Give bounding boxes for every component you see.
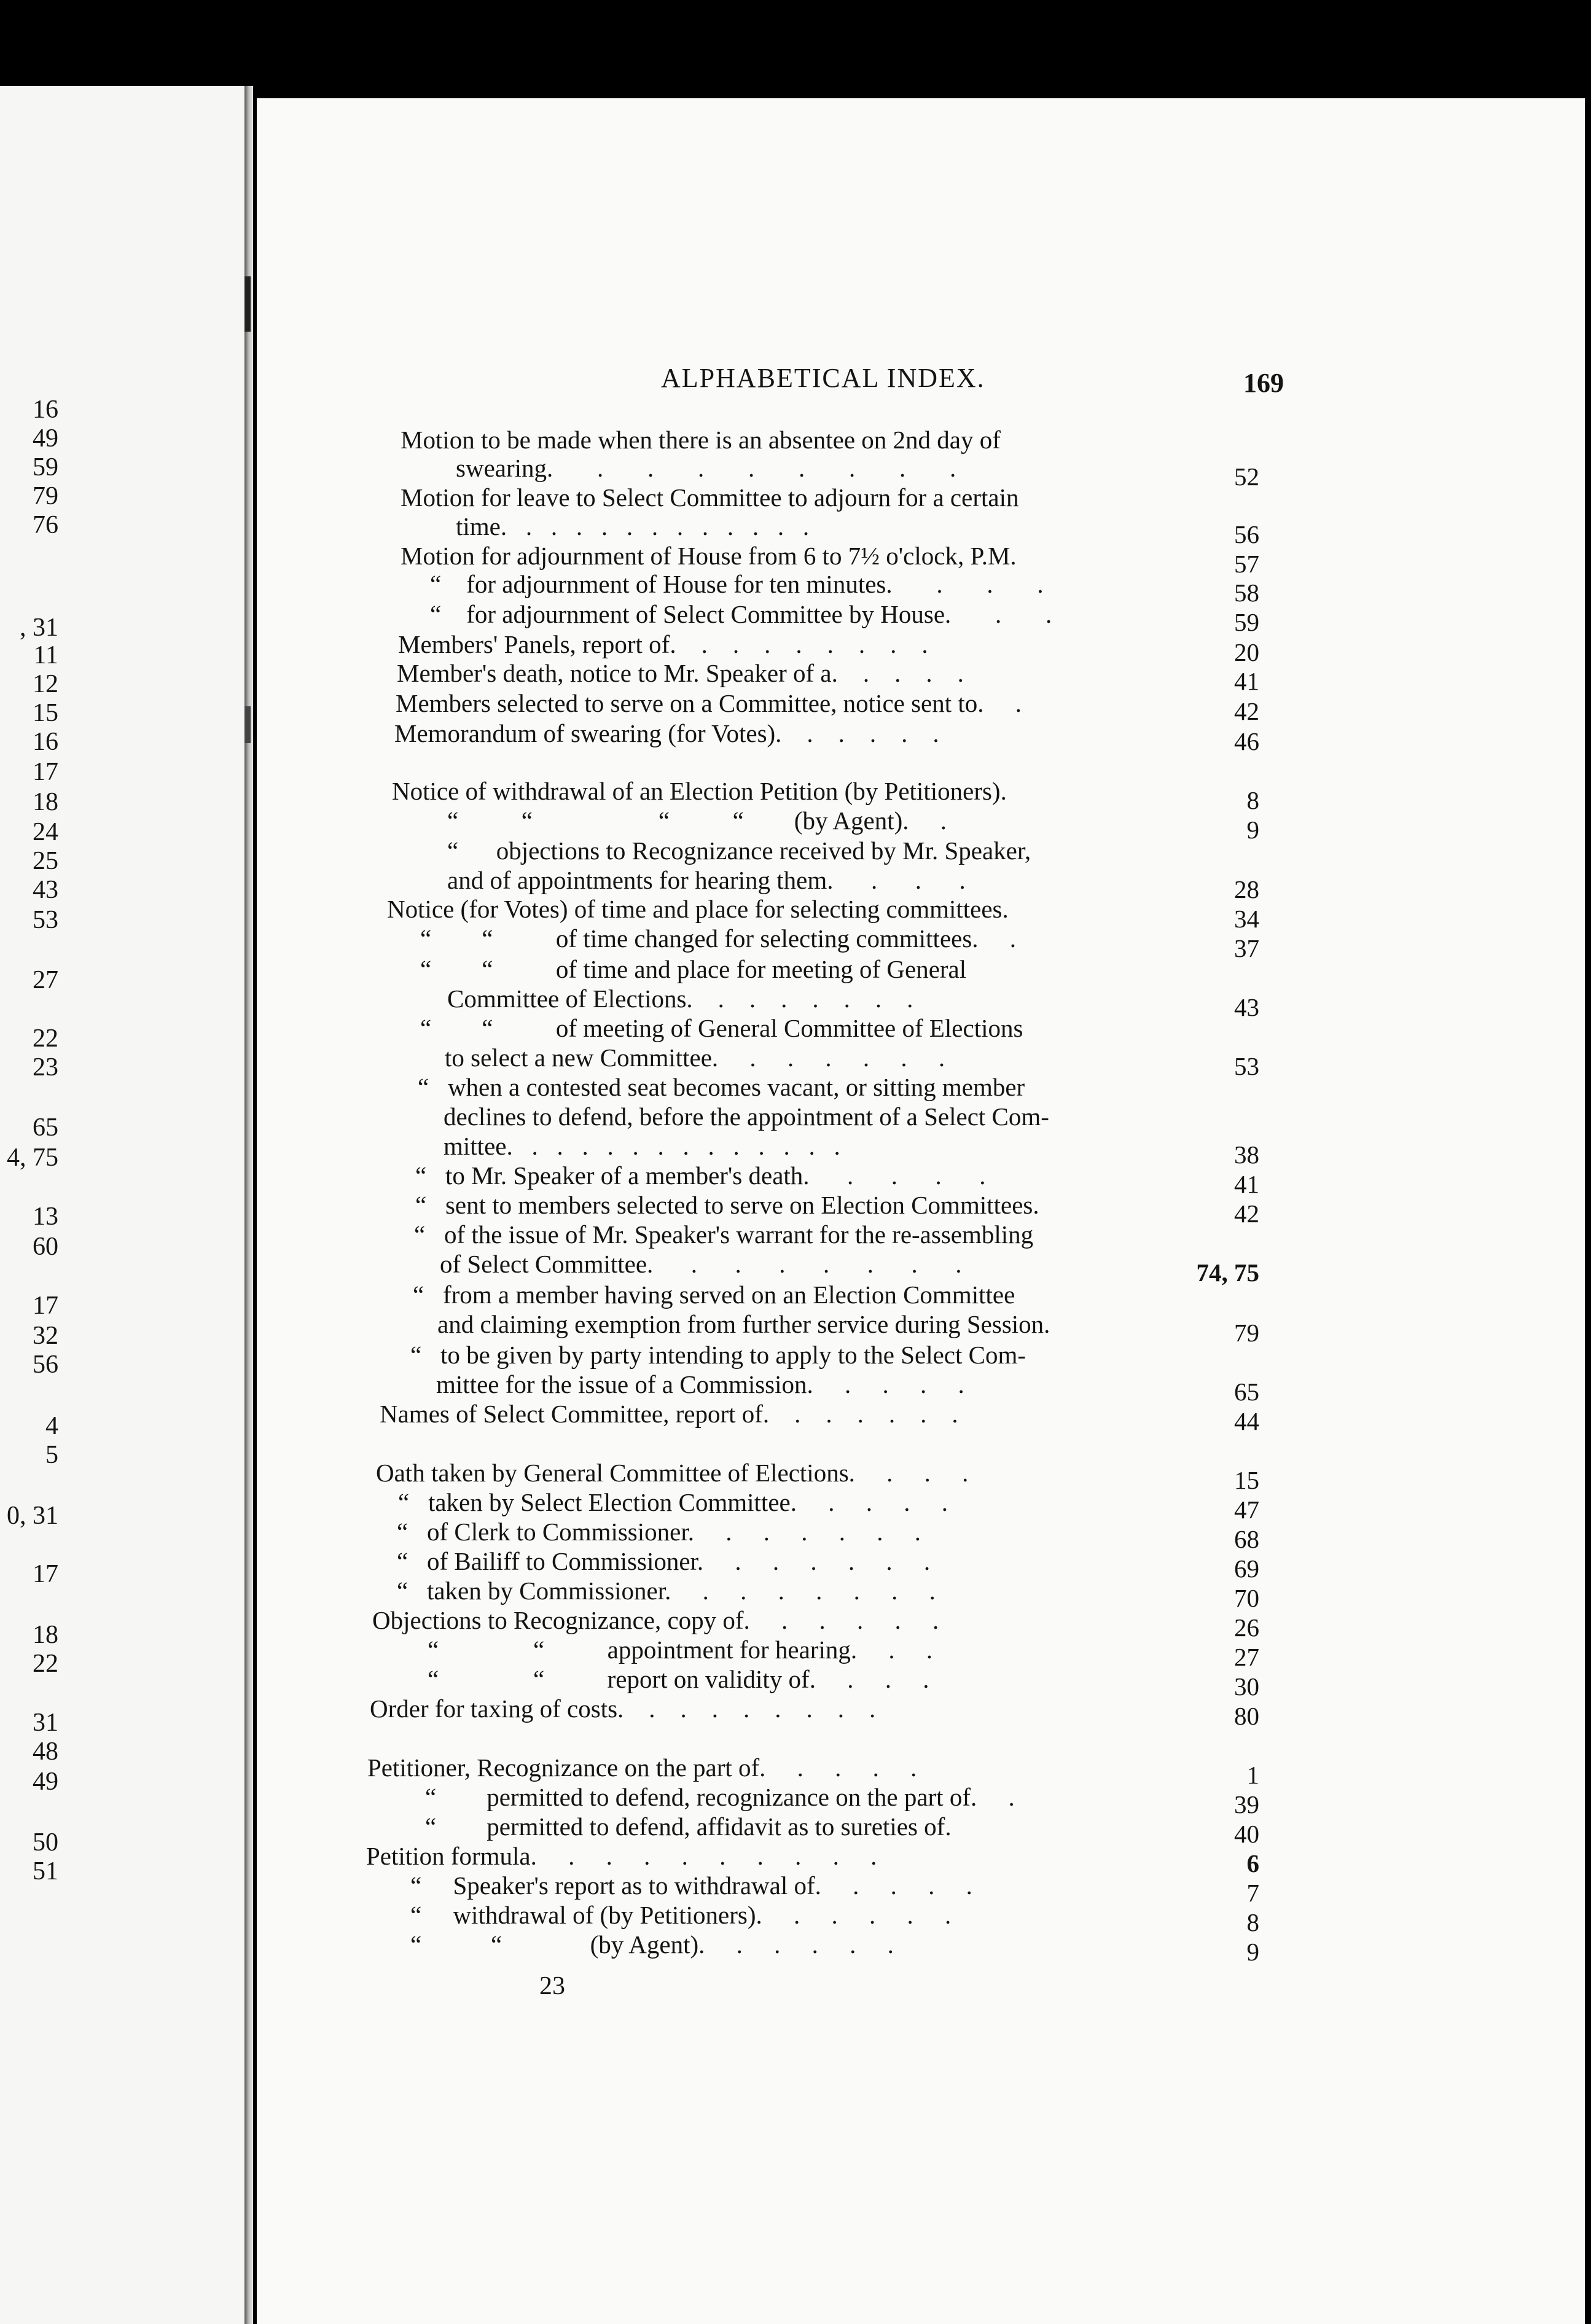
page-reference: 68 <box>1234 1525 1259 1553</box>
index-entry: to select a new Committee. . . . . . . <box>445 1043 945 1072</box>
page-reference: 56 <box>1234 520 1259 548</box>
page-reference: 28 <box>1234 875 1259 903</box>
page-reference: 37 <box>1234 934 1259 962</box>
index-entry: “ “ of time and place for meeting of General <box>420 955 967 983</box>
index-entry: Motion for leave to Select Committee to adjourn for a certain <box>401 483 1019 512</box>
left-page-number: 17 <box>33 1292 58 1320</box>
spine-mark <box>244 276 251 332</box>
index-entry: and claiming exemption from further service during Session. <box>437 1310 1050 1338</box>
page-reference: 59 <box>1234 608 1259 636</box>
left-page-number: 56 <box>33 1351 58 1379</box>
index-entry: Petition formula. . . . . . . . . . <box>366 1842 877 1870</box>
page-reference: 74, 75 <box>1196 1258 1259 1287</box>
index-entry: “ “ “ “ (by Agent). . <box>447 806 947 835</box>
index-entry: “ taken by Commissioner. . . . . . . . <box>397 1577 936 1605</box>
left-page-number: 51 <box>33 1857 58 1885</box>
page-reference: 8 <box>1246 786 1259 814</box>
left-page-number: 4 <box>45 1412 58 1440</box>
page-reference: 57 <box>1234 550 1259 578</box>
left-page-number: 24 <box>33 818 58 846</box>
left-page-number: 16 <box>33 728 58 756</box>
left-page-number: 50 <box>33 1828 58 1857</box>
page-reference: 6 <box>1246 1849 1259 1878</box>
index-entry: and of appointments for hearing them. . . . <box>447 866 966 894</box>
index-entry: “ withdrawal of (by Petitioners). . . . . . <box>410 1901 952 1929</box>
index-entry: Member's death, notice to Mr. Speaker of a. . . . . <box>397 659 964 687</box>
left-page-number: 32 <box>33 1322 58 1350</box>
spine-mark <box>244 706 251 743</box>
index-entry: “ permitted to defend, recognizance on the part of. . <box>425 1783 1015 1811</box>
page-reference: 9 <box>1246 1938 1259 1966</box>
index-entry: “ for adjournment of House for ten minutes. . . . <box>430 570 1044 598</box>
index-entry: Members' Panels, report of. . . . . . . . . <box>398 630 928 658</box>
index-entry: “ sent to members selected to serve on Election Committees. <box>415 1191 1039 1219</box>
page-reference: 47 <box>1234 1495 1259 1524</box>
index-entry: “ objections to Recognizance received by Mr. Speaker, <box>447 836 1031 865</box>
page-reference: 30 <box>1234 1672 1259 1701</box>
index-entry: Notice of withdrawal of an Election Petition (by Petitioners). <box>392 777 1007 805</box>
index-entry: Motion for adjournment of House from 6 to 7½ o'clock, P.M. <box>401 542 1017 570</box>
index-entry: Oath taken by General Committee of Elections. . . . <box>376 1459 969 1487</box>
page-reference: 39 <box>1234 1790 1259 1819</box>
index-entry: Names of Select Committee, report of. . . . . . . <box>380 1400 958 1428</box>
index-entry: “ of the issue of Mr. Speaker's warrant for the re-assembling <box>414 1220 1034 1249</box>
left-page-number: 5 <box>45 1441 58 1469</box>
index-entry: Petitioner, Recognizance on the part of. . . . . <box>367 1753 917 1782</box>
page-reference: 15 <box>1234 1466 1259 1494</box>
left-page-number: 18 <box>33 788 58 816</box>
page-reference: 27 <box>1234 1643 1259 1671</box>
left-page-number: 49 <box>33 1768 58 1796</box>
page-reference: 42 <box>1234 1199 1259 1228</box>
left-page-number: 15 <box>33 699 58 727</box>
page-reference: 8 <box>1246 1908 1259 1936</box>
left-page-number: 48 <box>33 1737 58 1766</box>
left-page-number: 11 <box>33 641 58 669</box>
left-page-number: 79 <box>33 482 58 510</box>
page-reference: 65 <box>1234 1378 1259 1406</box>
left-page-number: , 31 <box>20 614 58 642</box>
left-page-number: 22 <box>33 1024 58 1053</box>
index-entry: “ permitted to defend, affidavit as to sureties of. <box>425 1812 952 1841</box>
page-reference: 70 <box>1234 1584 1259 1612</box>
index-entry: “ “ of meeting of General Committee of Elections <box>420 1014 1023 1042</box>
index-entry: mittee. . . . . . . . . . . . . . <box>444 1132 840 1160</box>
left-page-number: 49 <box>33 424 58 453</box>
left-page-number: 65 <box>33 1113 58 1142</box>
index-entry: mittee for the issue of a Commission. . . . . <box>436 1370 964 1398</box>
index-entry: “ “ (by Agent). . . . . . <box>410 1930 894 1959</box>
left-page-number: 0, 31 <box>7 1502 58 1530</box>
left-page-number: 12 <box>33 670 58 698</box>
page-reference: 44 <box>1234 1407 1259 1435</box>
page-reference: 41 <box>1234 1170 1259 1198</box>
page-reference: 80 <box>1234 1702 1259 1730</box>
left-page-number: 31 <box>33 1709 58 1737</box>
index-entry: “ for adjournment of Select Committee by House. . . <box>430 600 1052 628</box>
page-reference: 20 <box>1234 638 1259 666</box>
left-page-number: 60 <box>33 1233 58 1261</box>
left-page-number: 53 <box>33 906 58 934</box>
index-entry: “ “ appointment for hearing. . . <box>428 1636 933 1664</box>
index-entry: Objections to Recognizance, copy of. . . . . . <box>372 1606 939 1634</box>
index-entry: “ from a member having served on an Election Committee <box>413 1281 1015 1309</box>
index-entry: Memorandum of swearing (for Votes). . . . . . <box>394 719 939 747</box>
index-entry: Motion to be made when there is an absentee on 2nd day of <box>401 426 1001 454</box>
index-entry: “ when a contested seat becomes vacant, or sitting member <box>418 1073 1025 1101</box>
left-page-number: 22 <box>33 1650 58 1678</box>
page-reference: 41 <box>1234 667 1259 695</box>
index-entry: Order for taxing of costs. . . . . . . . . <box>370 1694 876 1723</box>
left-page-number: 23 <box>33 1053 58 1082</box>
index-entry: Members selected to serve on a Committee, notice sent to. . <box>396 689 1022 717</box>
index-entry: Notice (for Votes) of time and place for selecting committees. <box>387 895 1009 923</box>
left-page-number: 16 <box>33 396 58 424</box>
left-page-number: 43 <box>33 876 58 904</box>
page-reference: 46 <box>1234 727 1259 755</box>
index-entry: “ of Clerk to Commissioner. . . . . . . <box>397 1518 921 1546</box>
index-entry: Committee of Elections. . . . . . . . <box>447 985 913 1013</box>
index-entry: “ “ report on validity of. . . . <box>428 1665 929 1693</box>
page-reference: 38 <box>1234 1141 1259 1169</box>
index-entry: time. . . . . . . . . . . . . <box>456 512 810 540</box>
left-page-number: 17 <box>33 1560 58 1588</box>
index-entry: “ taken by Select Election Committee. . . . . <box>398 1488 948 1516</box>
left-page-number: 76 <box>33 511 58 539</box>
index-entry: declines to defend, before the appointment of a Select Com- <box>444 1102 1049 1131</box>
page-reference: 43 <box>1234 993 1259 1021</box>
index-entry: “ of Bailiff to Commissioner. . . . . . . <box>397 1547 931 1575</box>
page-reference: 1 <box>1246 1761 1259 1789</box>
page-reference: 9 <box>1246 816 1259 844</box>
left-page-number: 17 <box>33 758 58 786</box>
left-page-number: 18 <box>33 1621 58 1649</box>
page-reference: 34 <box>1234 905 1259 933</box>
page-number: 169 <box>1243 368 1284 398</box>
page-reference: 26 <box>1234 1613 1259 1642</box>
index-entry: “ to Mr. Speaker of a member's death. . . . . <box>415 1161 986 1190</box>
index-entry: “ “ of time changed for selecting committees. . <box>420 924 1017 953</box>
left-page-number: 27 <box>33 966 58 994</box>
page-title: ALPHABETICAL INDEX. <box>661 363 985 393</box>
index-entry: “ to be given by party intending to apply to the Select Com- <box>410 1341 1026 1369</box>
left-page-number: 25 <box>33 847 58 875</box>
page-reference: 58 <box>1234 579 1259 607</box>
page-reference: 7 <box>1246 1879 1259 1907</box>
index-entry: of Select Committee. . . . . . . . <box>440 1250 962 1278</box>
left-page-number: 4, 75 <box>7 1144 58 1172</box>
page-gutter <box>244 86 253 2324</box>
left-page-number: 59 <box>33 453 58 482</box>
page-reference: 40 <box>1234 1820 1259 1848</box>
page-reference: 42 <box>1234 697 1259 725</box>
index-entry: “ Speaker's report as to withdrawal of. . . . . <box>410 1871 972 1900</box>
page-reference: 53 <box>1234 1052 1259 1080</box>
page-reference: 69 <box>1234 1554 1259 1583</box>
signature-mark: 23 <box>539 1972 565 2000</box>
left-page-number: 13 <box>33 1203 58 1231</box>
page-reference: 52 <box>1234 462 1259 491</box>
page-reference: 79 <box>1234 1319 1259 1347</box>
index-entry: swearing. . . . . . . . . <box>456 454 956 482</box>
